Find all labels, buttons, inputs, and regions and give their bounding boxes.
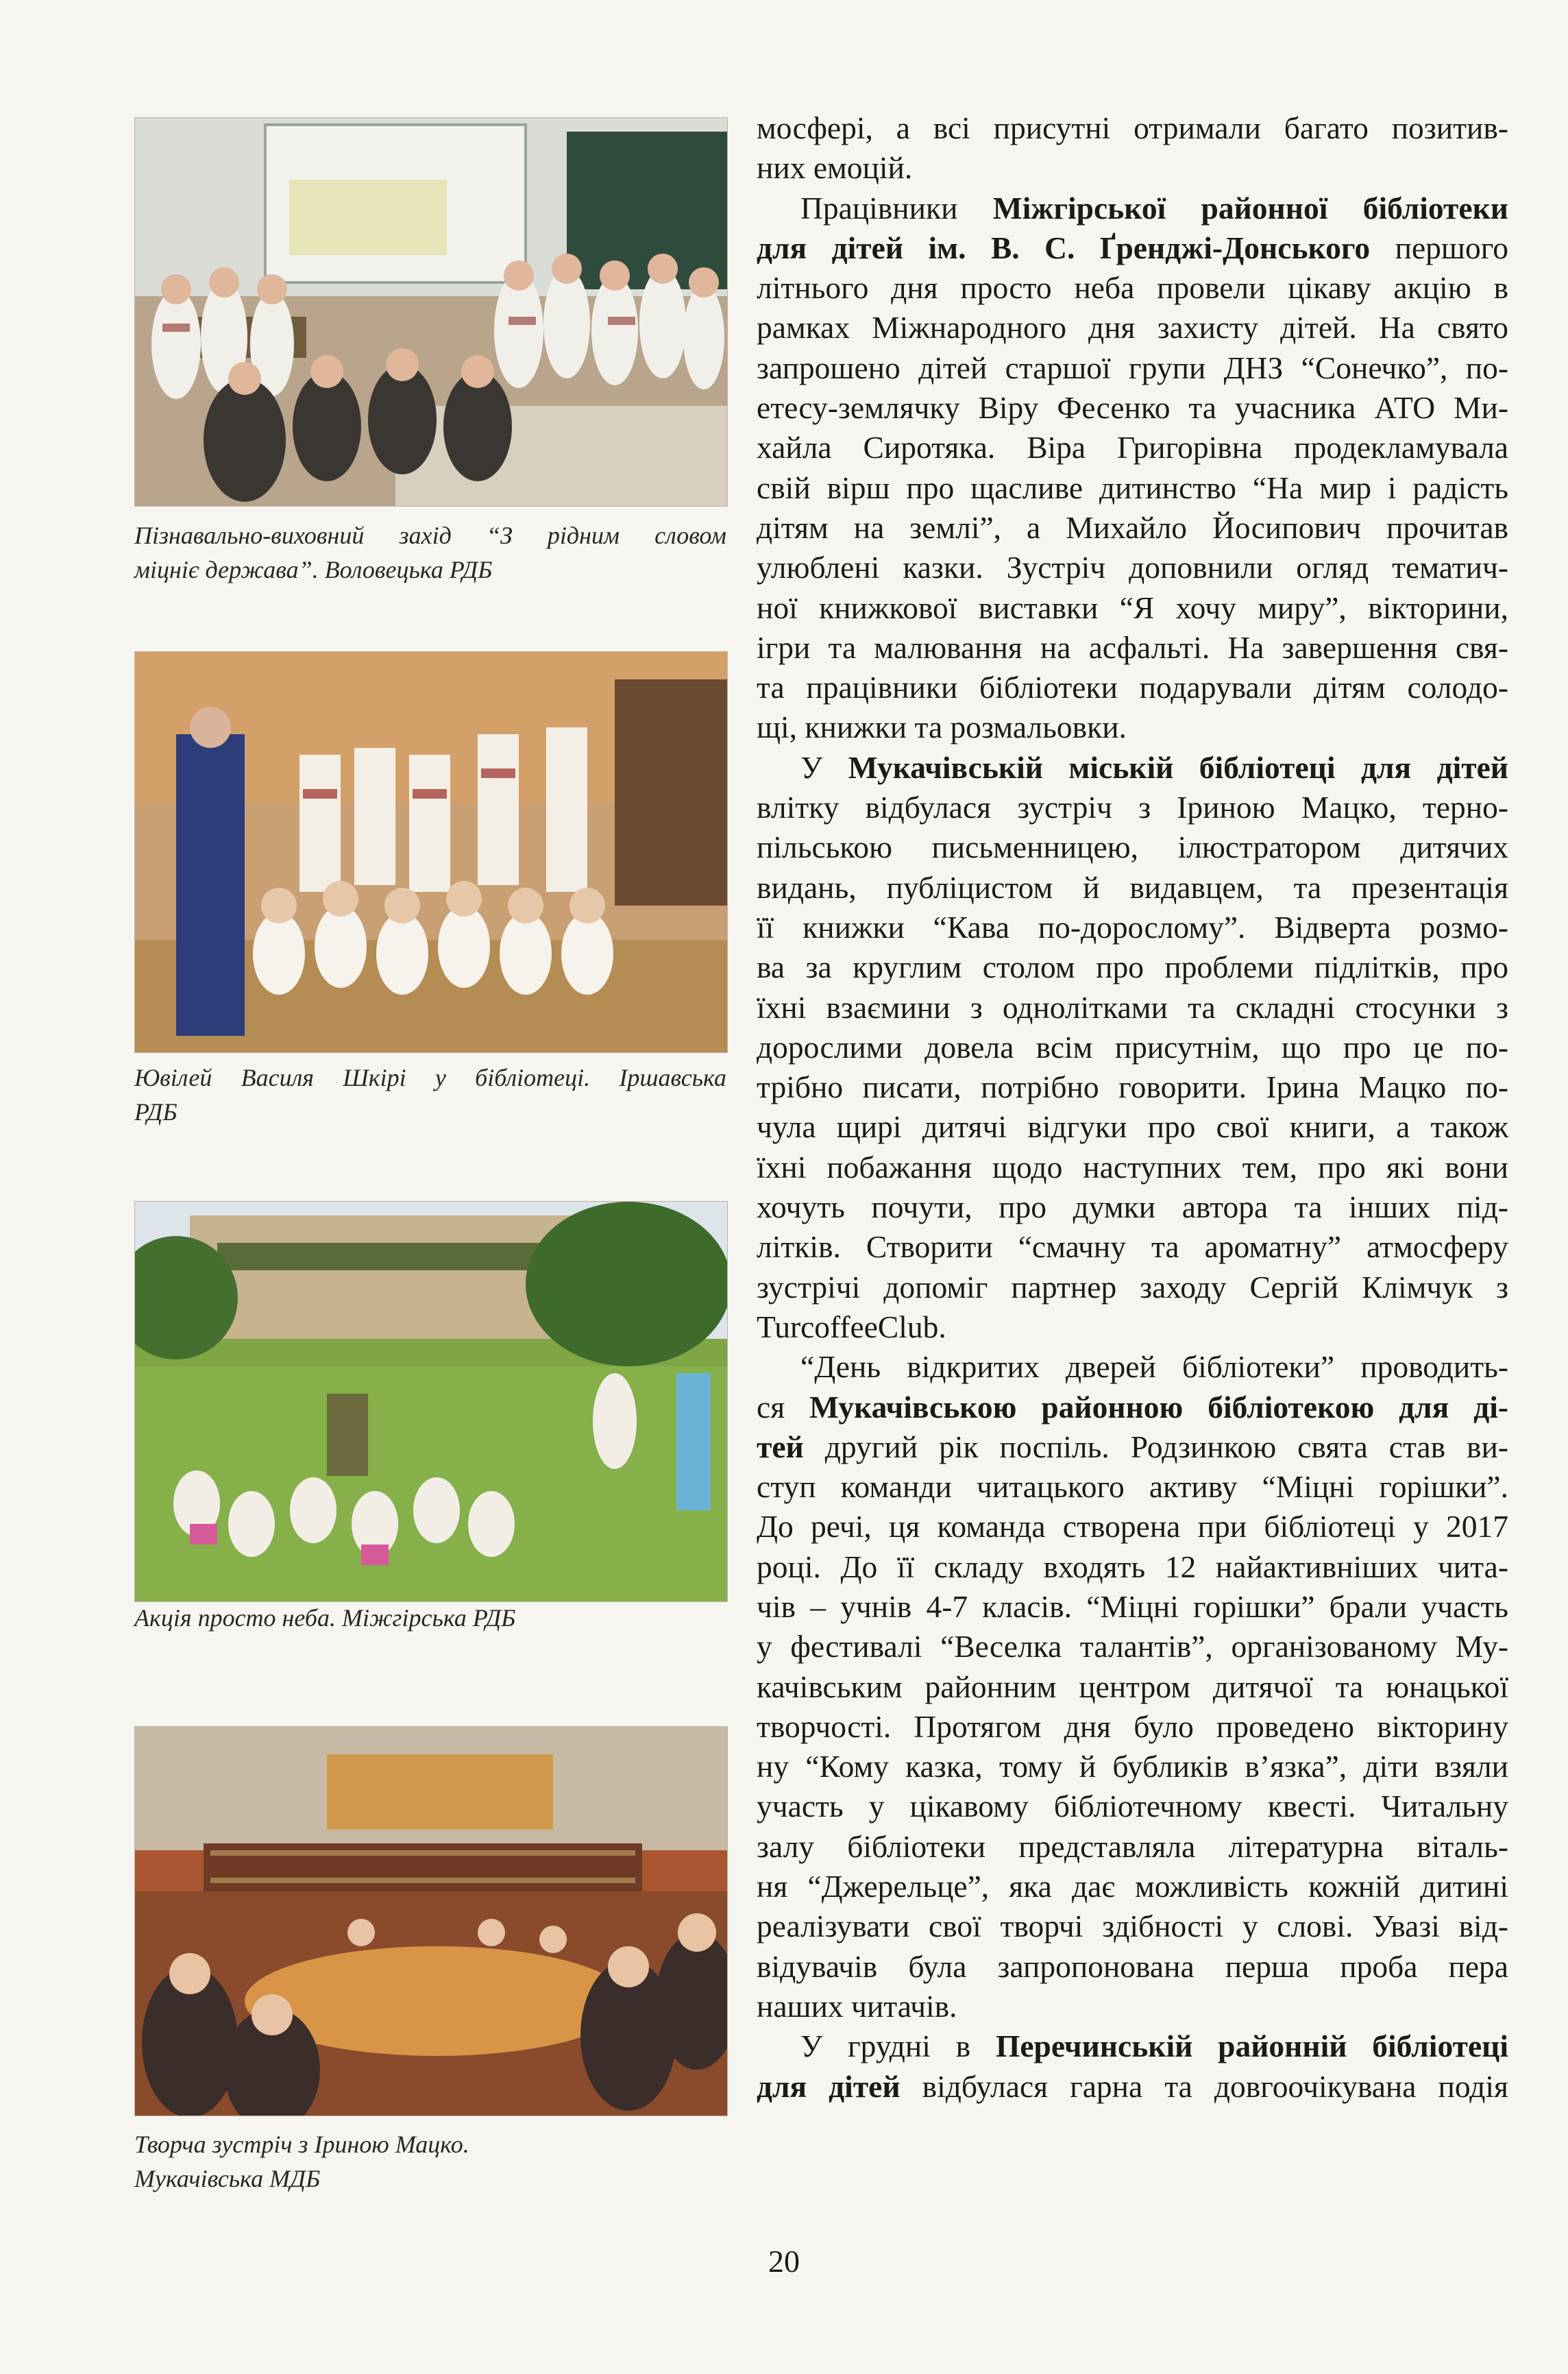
text-line: трібно писати, потрібно говорити. Ірина Мацко по- — [757, 1069, 1508, 1105]
text-line: хайла Сиротяка. Віра Григорівна продекламувала — [757, 430, 1508, 465]
text-line: залу бібліотеки представляла літературна віталь- — [757, 1828, 1508, 1864]
photo-library-meeting — [134, 1726, 728, 2116]
text-line: мосфері, а всі присутні отримали багато позитив- — [757, 110, 1508, 145]
text-line: ся Мукачівською районною бібліотекою для ді- — [757, 1389, 1509, 1425]
caption-line: Творча зустріч з Іриною Мацко. — [134, 2131, 469, 2158]
text-line: “День відкритих дверей бібліотеки” проводить- — [800, 1349, 1508, 1385]
text-line: ну “Кому казка, тому й бубликів в’язка”, діти взяли — [757, 1749, 1508, 1784]
text-line: ня “Джерельце”, яка дає можливість кожній дитині — [757, 1869, 1508, 1904]
text-line: рамках Міжнародного дня захисту дітей. На свято — [757, 310, 1508, 346]
text-line: запрошено дітей старшої групи ДНЗ “Сонечко”, по- — [757, 350, 1508, 385]
text-line: видань, публіцистом й видавцем, та презентація — [757, 869, 1508, 905]
text-line: TurcoffeeClub. — [757, 1309, 946, 1344]
text-line: їхні побажання щодо наступних тем, про які вони — [757, 1149, 1508, 1185]
text-line: реалізувати свої творчі здібності у слові. Увазі від- — [757, 1909, 1508, 1944]
text-line: ної книжкової виставки “Я хочу миру”, вікторини, — [757, 590, 1508, 625]
text-line: літнього дня просто неба провели цікаву акцію в — [757, 270, 1508, 306]
text-line: У грудні в Перечинській районній бібліотеці — [800, 2028, 1508, 2064]
text-line: дорослими довела всім присутнім, що про це по- — [757, 1029, 1508, 1065]
text-line: участь у цікавому бібліотечному квесті. Читальну — [757, 1789, 1508, 1824]
text-line: чів – учнів 4-7 класів. “Міцні горішки” брали участь — [757, 1588, 1508, 1624]
text-line: качівським районним центром дитячої та юнацької — [757, 1669, 1508, 1704]
text-line: ігри та малювання на асфальті. На завершення свя- — [757, 629, 1508, 665]
caption-line: РДБ — [134, 1098, 177, 1126]
text-line: для дітей ім. В. С. Ґренджі-Донського першого — [757, 230, 1508, 265]
text-line: етесу-землячку Віру Фесенко та учасника АТО Ми- — [757, 390, 1508, 426]
text-line: та працівники бібліотеки подарували дітям солодо- — [757, 670, 1508, 705]
text-line: їхні взаємини з однолітками та складні стосунки з — [757, 989, 1508, 1025]
library-name: Мукачівською районною бібліотекою для ді- — [809, 1389, 1509, 1425]
photo-caption — [134, 2127, 726, 2196]
text-line: До речі, ця команда створена при бібліотеці у 2017 — [757, 1509, 1508, 1545]
caption-line: Акція просто неба. Міжгірська РДБ — [134, 1604, 516, 1632]
text-line: літків. Створити “смачну та ароматну” атмосферу — [757, 1229, 1508, 1265]
caption-line: міцніє держава”. Воловецька РДБ — [134, 556, 493, 583]
text-line: для дітей відбулася гарна та довгоочікувана подія — [757, 2068, 1508, 2104]
text-line: у фестивалі “Веселка талантів”, організованому Му- — [757, 1629, 1508, 1664]
text-line: свій вірш про щасливе дитинство “На мир і радість — [757, 470, 1508, 505]
text-line: Працівники Міжгірської районної бібліотеки — [800, 190, 1508, 226]
library-name: для дітей — [757, 2068, 901, 2104]
text-line: улюблені казки. Зустріч доповнили огляд тематич- — [757, 550, 1508, 585]
caption-line: Мукачівська МДБ — [134, 2165, 321, 2192]
text-line: творчості. Протягом дня було проведено вікторину — [757, 1708, 1508, 1744]
text-line: них емоцій. — [757, 150, 913, 186]
photo-classroom-event — [134, 117, 728, 507]
text-line: наших читачів. — [757, 1988, 957, 2024]
caption-line: Пізнавально-виховний захід “З рідним словом — [134, 522, 726, 549]
photo-caption — [134, 1061, 726, 1129]
text-line: її книжки “Кава по-дорослому”. Відверта розмо- — [757, 909, 1508, 945]
text-line: чула щирі дитячі відгуки про свої книги, а також — [757, 1109, 1508, 1145]
text-line: влітку відбулася зустріч з Іриною Мацко, терно- — [757, 790, 1508, 825]
library-name: Перечинській районній бібліотеці — [995, 2028, 1508, 2064]
library-name: Мукачівській міській бібліотеці для дітей — [848, 749, 1508, 785]
library-name: тей — [757, 1429, 804, 1464]
library-name: для дітей ім. В. С. Ґренджі-Донського — [757, 230, 1371, 265]
text-line: пільською письменницею, ілюстратором дитячих — [757, 829, 1508, 865]
text-line: зустрічі допоміг партнер заходу Сергій Клімчук з — [757, 1269, 1508, 1305]
text-line: У Мукачівській міській бібліотеці для дітей — [800, 749, 1508, 785]
article-text — [757, 108, 1508, 2107]
photo-outdoor-action — [134, 1201, 728, 1602]
text-line: відувачів була запропонована перша проба пера — [757, 1948, 1508, 1984]
library-name: Міжгірської районної бібліотеки — [992, 190, 1508, 226]
photo-caption — [134, 1601, 726, 1635]
text-line: щі, книжки та розмальовки. — [757, 710, 1127, 745]
photo-caption — [134, 518, 726, 587]
text-line: дітям на землі”, а Михайло Йосипович прочитав — [757, 509, 1508, 545]
text-line: ступ команди читацького активу “Міцні горішки”. — [757, 1469, 1508, 1505]
text-line: році. До її складу входять 12 найактивніших чита- — [757, 1549, 1508, 1584]
text-line: хочуть почути, про думки автора та інших під- — [757, 1189, 1508, 1225]
text-line: тей другий рік поспіль. Родзинкою свята став ви- — [757, 1429, 1508, 1464]
caption-line: Ювілей Василя Шкірі у бібліотеці. Іршавська — [134, 1064, 726, 1091]
page-number: 20 — [768, 2244, 800, 2279]
text-line: ва за круглим столом про проблеми підлітків, про — [757, 949, 1508, 985]
photo-jubilee-event — [134, 651, 728, 1053]
